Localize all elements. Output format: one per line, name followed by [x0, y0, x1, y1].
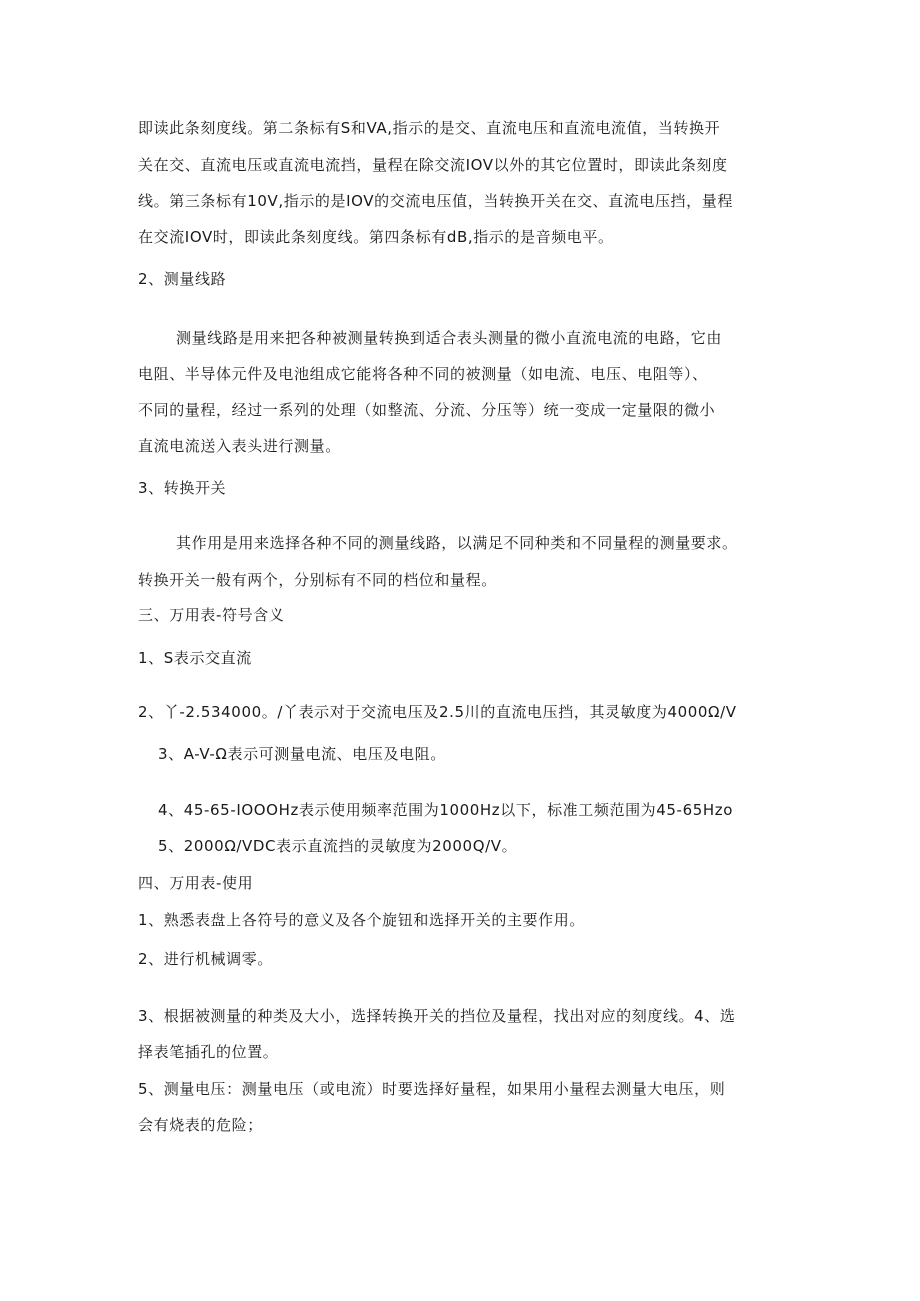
list-item: 1、熟悉表盘上各符号的意义及各个旋钮和选择开关的主要作用。: [138, 911, 585, 929]
list-item: 5、2000Ω/VDC表示直流挡的灵敏度为2000Q/V。: [158, 837, 518, 855]
paragraph-line: 即读此条刻度线。第二条标有S和VA,指示的是交、直流电压和直流电流值，当转换开: [138, 119, 721, 137]
list-item: 4、45-65-IOOOHz表示使用频率范围为1000Hz以下，标准工频范围为45-65Hzo: [158, 801, 733, 819]
paragraph-line: 关在交、直流电压或直流电流挡，量程在除交流IOV以外的其它位置时，即读此条刻度: [138, 156, 728, 174]
part-heading: 四、万用表-使用: [138, 874, 254, 892]
paragraph-line: 不同的量程，经过一系列的处理（如整流、分流、分压等）统一变成一定量限的微小: [138, 401, 716, 419]
list-item: 会有烧表的危险；: [138, 1116, 263, 1134]
section-heading: 2、测量线路: [138, 270, 227, 288]
paragraph-line: 电阻、半导体元件及电池组成它能将各种不同的被测量（如电流、电压、电阻等）、: [138, 365, 708, 383]
paragraph-line: 转换开关一般有两个，分别标有不同的档位和量程。: [138, 571, 497, 589]
list-item: 择表笔插孔的位置。: [138, 1043, 279, 1061]
list-item: 1、S表示交直流: [138, 649, 252, 667]
part-heading: 三、万用表-符号含义: [138, 606, 285, 624]
list-item: 3、根据被测量的种类及大小，选择转换开关的挡位及量程，找出对应的刻度线。4、选: [138, 1007, 736, 1025]
list-item: 3、A-V-Ω表示可测量电流、电压及电阻。: [158, 745, 446, 763]
paragraph-line: 直流电流送入表头进行测量。: [138, 437, 341, 455]
paragraph-line: 在交流IOV时，即读此条刻度线。第四条标有dB,指示的是音频电平。: [138, 228, 614, 246]
list-item: 2、进行机械调零。: [138, 950, 273, 968]
paragraph-line: 其作用是用来选择各种不同的测量线路，以满足不同种类和不同量程的测量要求。: [176, 534, 738, 552]
section-heading: 3、转换开关: [138, 479, 227, 497]
paragraph-line: 线。第三条标有10V,指示的是IOV的交流电压值，当转换开关在交、直流电压挡，量程: [138, 192, 733, 210]
list-item: 2、丫-2.534000。/丫表示对于交流电压及2.5川的直流电压挡，其灵敏度为4000Ω/V: [138, 703, 737, 721]
list-item: 5、测量电压：测量电压（或电流）时要选择好量程，如果用小量程去测量大电压，则: [138, 1080, 726, 1098]
paragraph-line: 测量线路是用来把各种被测量转换到适合表头测量的微小直流电流的电路，它由: [176, 329, 723, 347]
